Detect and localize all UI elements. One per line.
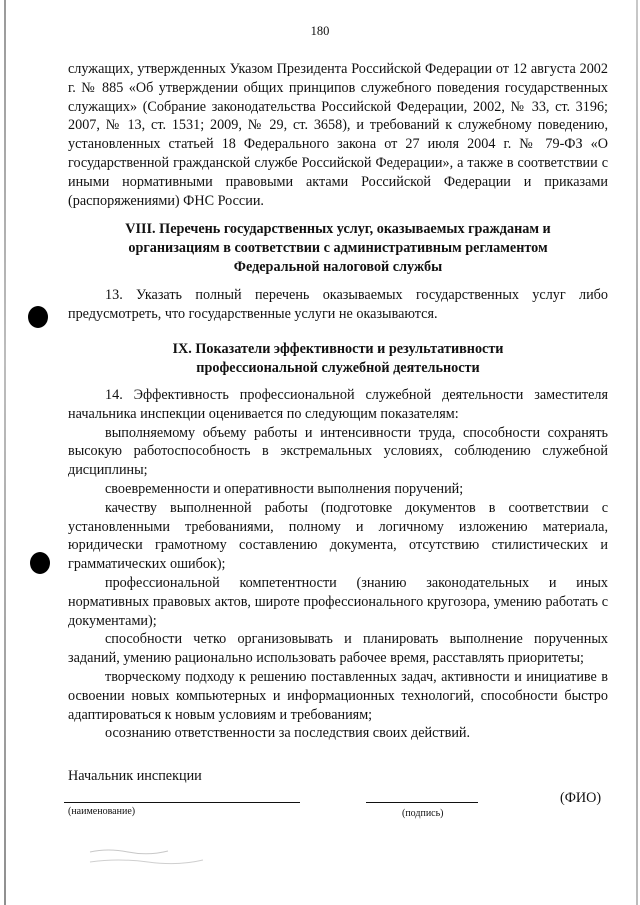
scan-edge-right xyxy=(636,0,638,905)
punch-hole-top xyxy=(28,306,48,328)
section-9-heading-line-1: IX. Показатели эффективности и результативности xyxy=(172,341,504,357)
name-line xyxy=(64,802,300,803)
intro-paragraph: служащих, утвержденных Указом Президента Российской Федерации от 12 августа 2002 г. № 885 «Об утверждении общих принципов служебного поведения государственных служащих» (Собрание законодательства Российской Федерации, 2002, № 33, ст. 3196; 2007, № 13, ст. 1531; 2009, № 29, ст. 3658), и требований к служебному поведению, установленных статьей 18 Федерального закона от 27 июля 2004 г. № 79-ФЗ «О государственной гражданской службе Российской Федерации», а также в соответствии с иными нормативными правовыми актами Российской Федерации и приказами (распоряжениями) ФНС России. xyxy=(68,61,608,209)
section-8-heading-line-2: организациям в соответствии с административным регламентом xyxy=(128,239,548,256)
indicator-responsibility: осознанию ответственности за последствия своих действий. xyxy=(105,725,471,742)
paragraph-13: 13. Указать полный перечень оказываемых государственных услуг либо предусмотреть, что государственные услуги не оказываются. xyxy=(68,287,608,322)
signature-line xyxy=(366,802,478,803)
indicator-planning: способности четко организовывать и планировать выполнение порученных заданий, умению рационально использовать рабочее время, расставлять приоритеты; xyxy=(68,631,608,667)
section-8-heading-line-3: Федеральной налоговой службы xyxy=(233,258,443,275)
indicator-workload: выполняемому объему работы и интенсивности труда, способности сохранять высокую работоспособность в экстремальных условиях, соблюдению служебной дисциплины; xyxy=(68,424,608,479)
indicator-quality: качеству выполненной работы (подготовке документов в соответствии с установленными требованиями, полному и логичному изложению материала, юридически грамотному составлению документа, отсутствию стилистических и грамматических ошибок); xyxy=(68,499,608,573)
signature-label: (подпись) xyxy=(402,808,444,819)
intro-paragraph-block xyxy=(68,60,608,210)
faint-stamp-mark xyxy=(88,846,208,868)
name-label: (наименование) xyxy=(68,806,136,817)
section-8-heading-line-1: VIII. Перечень государственных услуг, оказываемых гражданам и xyxy=(125,221,551,237)
page-number: 180 xyxy=(310,24,330,38)
punch-hole-bottom xyxy=(30,552,50,574)
indicator-timeliness: своевременности и оперативности выполнения поручений; xyxy=(105,480,464,497)
section-8-heading xyxy=(68,220,608,276)
indicator-creativity: творческому подходу к решению поставленных задач, активности и инициативе в освоении новых компьютерных и информационных технологий, способности быстро адаптироваться к новым условиям и требованиям; xyxy=(68,668,608,723)
section-9-heading xyxy=(68,340,608,378)
indicator-competence: профессиональной компетентности (знанию законодательных и иных нормативных правовых актов, широте профессионального кругозора, умению работать с документами); xyxy=(68,574,608,629)
section-9-body xyxy=(68,386,608,743)
paragraph-14: 14. Эффективность профессиональной служебной деятельности заместителя начальника инспекции оценивается по следующим показателям: xyxy=(68,387,608,422)
scan-edge-left xyxy=(4,0,6,905)
section-9-heading-line-2: профессиональной служебной деятельности xyxy=(196,359,480,376)
section-8-body xyxy=(68,286,608,324)
signature-title: Начальник инспекции xyxy=(68,768,202,784)
fio-label: (ФИО) xyxy=(560,790,602,806)
